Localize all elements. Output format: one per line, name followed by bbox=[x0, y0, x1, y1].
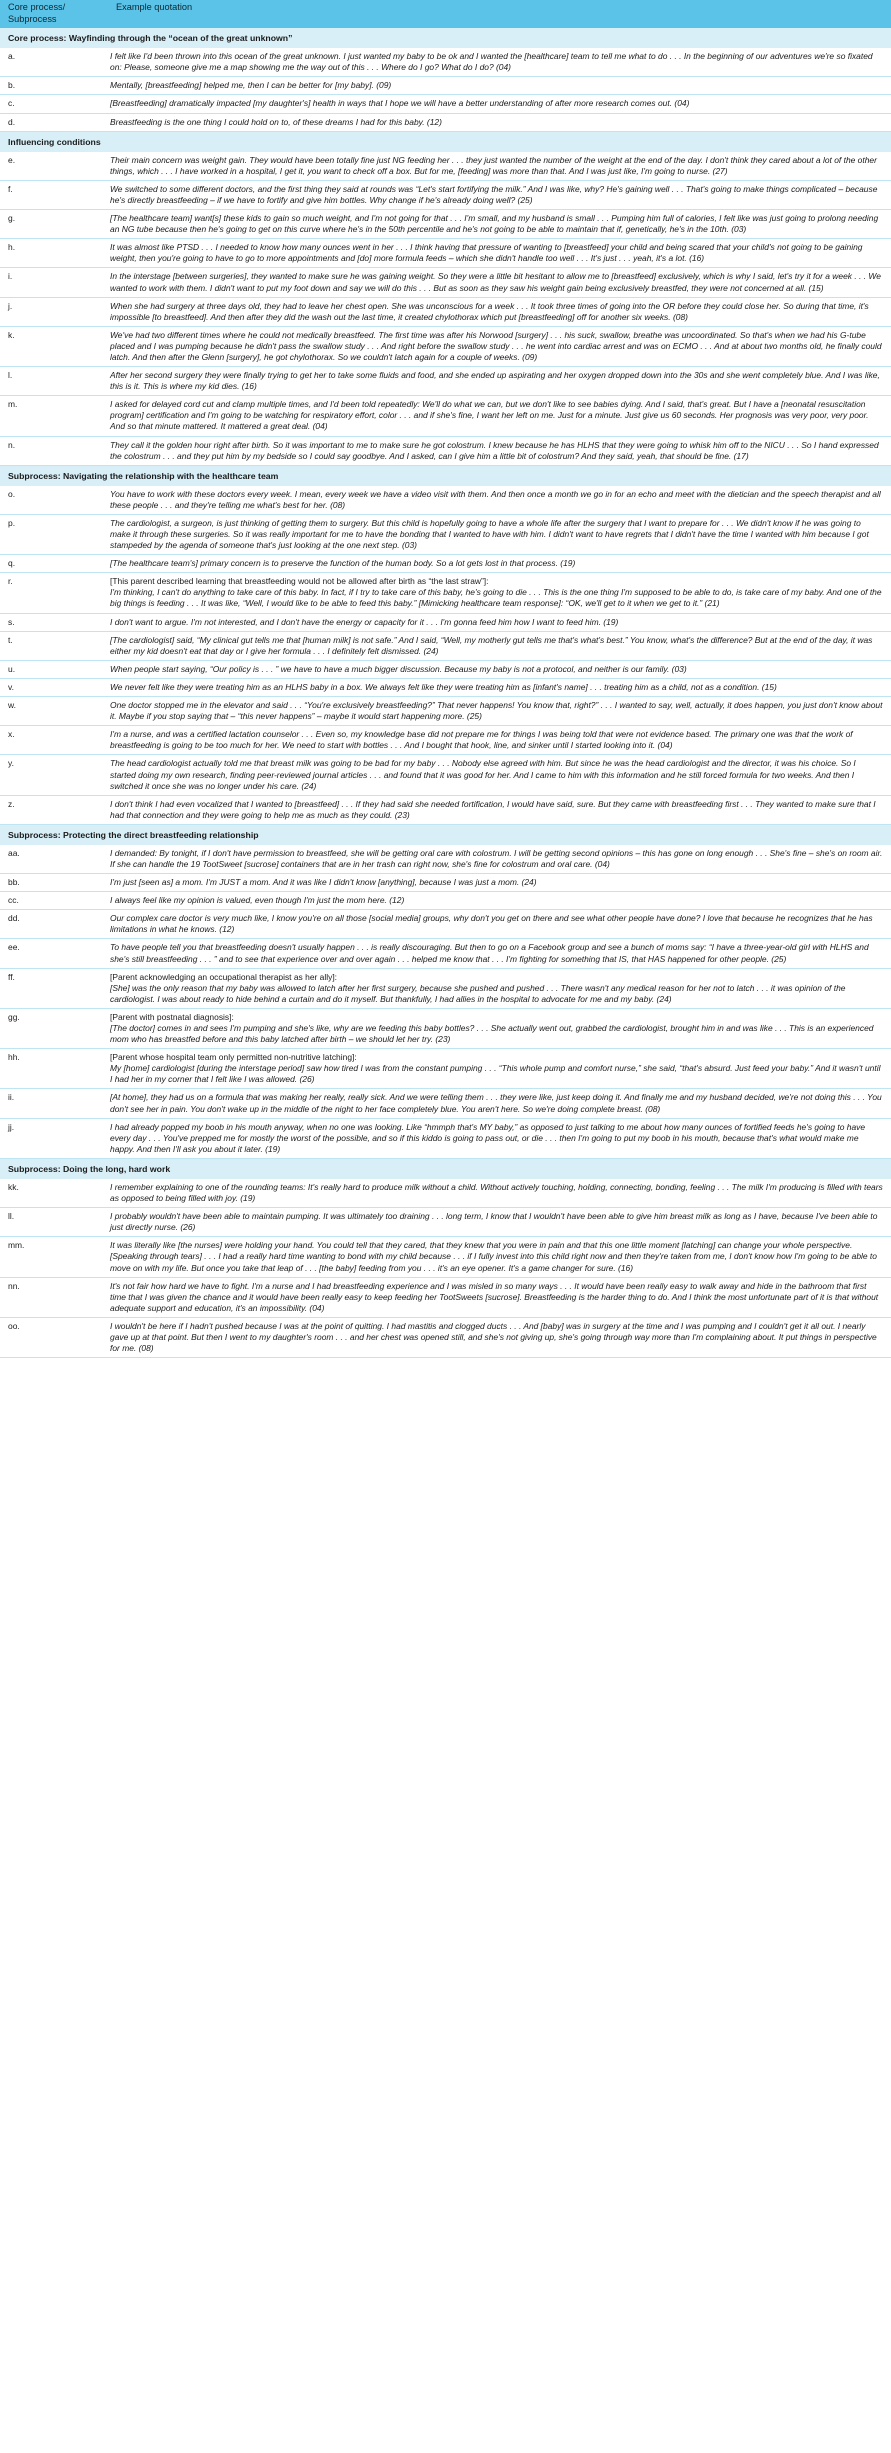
quotation-text: I felt like I'd been thrown into this ocean of the great unknown. I just wanted my baby to be ok and I wanted the [healthcare] team to tell me what to do . . . In the beginning of our adventures we're so fixated on: Please, someone give me a map showing me the way out of this . . . Where do I go? What do I do? (04) bbox=[110, 51, 873, 73]
row-quotation bbox=[108, 892, 891, 910]
row-label: k. bbox=[0, 326, 108, 366]
row-label: b. bbox=[0, 77, 108, 95]
row-label: aa. bbox=[0, 845, 108, 874]
table-row bbox=[0, 152, 891, 181]
row-quotation bbox=[108, 77, 891, 95]
row-quotation bbox=[108, 152, 891, 181]
row-label: c. bbox=[0, 95, 108, 113]
section-header-row bbox=[0, 824, 891, 845]
quotation-text: My [home] cardiologist [during the interstage period] saw how tired I was from the constant pumping . . . “This whole pump and comfort nurse,” she said, “that's absurd. Just feed your baby.” And it wasn't until I had her in my corner that I felt like I was allowed. (26) bbox=[110, 1063, 881, 1085]
quotation-text: I don't want to argue. I'm not interested, and I don't have the energy or capacity for it . . . I'm gonna feed him how I want to feed him. (19) bbox=[110, 616, 619, 627]
quotation-text: You have to work with these doctors every week. I mean, every week we have a video visit with them. And then once a month we go in for an echo and meet with the dietician and the speech therapist and all these people . . . and they're telling me what's best for her. (08) bbox=[110, 488, 881, 510]
row-label: w. bbox=[0, 697, 108, 726]
quotation-text: [She] was the only reason that my baby was allowed to latch after her first surgery, because she pushed and pushed . . . There wasn't any medical reason for her not to latch . . . it was opinion of the cardiologist. I was about ready to hide behind a curtain and do it myself. But thankfully, I had allies in the hospital to advocate for me and my baby. (24) bbox=[110, 982, 846, 1004]
quotation-text: I probably wouldn't have been able to maintain pumping. It was ultimately too draining . . . long term, I know that I wouldn't have been able to give him breast milk as long as I have, because I've been able to just directly nurse. (26) bbox=[110, 1211, 878, 1233]
section-title: Subprocess: Doing the long, hard work bbox=[0, 1158, 891, 1179]
row-label: kk. bbox=[0, 1179, 108, 1208]
quotation-text: To have people tell you that breastfeeding doesn't usually happen . . . is really discouraging. But then to go on a Facebook group and see a bunch of moms say: “I have a three-year-old girl with HLHS and she's still breastfeeding . . . ” and to see that experience over and over again . . . helped me know that . . . I'm fighting for something that IS, that HAS happened for other people. (25) bbox=[110, 942, 869, 964]
row-label: v. bbox=[0, 678, 108, 696]
row-quotation bbox=[108, 1049, 891, 1089]
quotation-text: One doctor stopped me in the elevator and said . . . “You're exclusively breastfeeding?” That never happens! You know that, right?” . . . I wanted to say, well, actually, it does happen, you just don't know about it. Maybe if you stop saying that – “this never happens” – maybe it would start happening more. (25) bbox=[110, 700, 883, 722]
row-quotation bbox=[108, 1237, 891, 1277]
quotation-text: We switched to some different doctors, and the first thing they said at rounds was “Let's start fortifying the milk.” And I was like, why? He's gaining well . . . That's going to make things complicated – because he's directly breastfeeding – if we have to fortify and give him bottles. Why change if he's already doing well? (25) bbox=[110, 183, 878, 205]
row-quotation bbox=[108, 486, 891, 515]
quotation-text: I'm thinking, I can't do anything to take care of this baby. In fact, if I try to take care of this baby, he's going to die . . . This is the one thing I'm supposed to be able to do, is take care of my baby. And one of the big things is feeding . . . It was like, “Well, I would like to be able to feed this baby.” [Mimicking healthcare team response]: “OK, we'll get to it when we get to it.” (21) bbox=[110, 587, 882, 609]
row-quotation bbox=[108, 367, 891, 396]
row-quotation bbox=[108, 1008, 891, 1048]
row-label: ll. bbox=[0, 1208, 108, 1237]
table-row bbox=[0, 396, 891, 436]
row-label: i. bbox=[0, 268, 108, 297]
row-label: gg. bbox=[0, 1008, 108, 1048]
table-row bbox=[0, 326, 891, 366]
row-label: f. bbox=[0, 180, 108, 209]
row-label: a. bbox=[0, 48, 108, 77]
table-row bbox=[0, 1277, 891, 1317]
row-quotation bbox=[108, 755, 891, 795]
quotation-text: I always feel like my opinion is valued, even though I'm just the mom here. (12) bbox=[110, 895, 405, 906]
table-row bbox=[0, 367, 891, 396]
row-quotation bbox=[108, 396, 891, 436]
section-header-row bbox=[0, 131, 891, 152]
row-quotation bbox=[108, 210, 891, 239]
quotation-text: [The healthcare team's] primary concern is to preserve the function of the human body. So a lot gets lost in that process. (19) bbox=[110, 558, 576, 569]
row-label: x. bbox=[0, 726, 108, 755]
quotation-text: I don't think I had even vocalized that I wanted to [breastfeed] . . . If they had said she needed fortification, I would have said, sure. But they came with breastfeeding first . . . They wanted to make sure that I had that connection and they were going to help me as much as they could. (23) bbox=[110, 798, 876, 820]
quotation-text: After her second surgery they were finally trying to get her to take some fluids and food, and she ended up aspirating and her oxygen dropped down into the 30s and she went completely blue. And I was like, this is it. This is where my kid dies. (16) bbox=[110, 370, 880, 392]
row-label: oo. bbox=[0, 1317, 108, 1357]
table-row bbox=[0, 1237, 891, 1277]
row-label: m. bbox=[0, 396, 108, 436]
row-label: r. bbox=[0, 573, 108, 613]
row-quotation bbox=[108, 1089, 891, 1118]
table-row bbox=[0, 1118, 891, 1158]
row-quotation bbox=[108, 1208, 891, 1237]
row-label: h. bbox=[0, 239, 108, 268]
table-row bbox=[0, 180, 891, 209]
section-title: Core process: Wayfinding through the “ocean of the great unknown” bbox=[0, 28, 891, 48]
table-row bbox=[0, 631, 891, 660]
table-body bbox=[0, 28, 891, 1357]
row-label: bb. bbox=[0, 874, 108, 892]
table-row bbox=[0, 113, 891, 131]
quotation-text: The cardiologist, a surgeon, is just thinking of getting them to surgery. But this child is hopefully going to have a whole life after the surgery that I want to prepare for . . . We didn't know if he was going to make it through these surgeries. So it was really important for me to have the bonding that I wanted to have with him. I didn't want to have regrets that I didn't have the time I wanted with him because I got stampeded by the agenda of someone that's just looking at the one next step. (03) bbox=[110, 517, 869, 551]
row-quotation bbox=[108, 631, 891, 660]
row-quotation bbox=[108, 697, 891, 726]
row-quotation bbox=[108, 678, 891, 696]
row-quotation bbox=[108, 613, 891, 631]
table-row bbox=[0, 268, 891, 297]
row-quotation bbox=[108, 514, 891, 554]
table-row bbox=[0, 697, 891, 726]
row-quotation bbox=[108, 113, 891, 131]
table-row bbox=[0, 678, 891, 696]
row-quotation bbox=[108, 555, 891, 573]
row-label: j. bbox=[0, 297, 108, 326]
row-quotation bbox=[108, 95, 891, 113]
row-label: u. bbox=[0, 660, 108, 678]
row-quotation bbox=[108, 573, 891, 613]
quotation-text: When people start saying, “Our policy is . . . ” we have to have a much bigger discussion. Because my baby is not a protocol, and neither is our family. (03) bbox=[110, 663, 687, 674]
quotation-text: It was almost like PTSD . . . I needed to know how many ounces went in her . . . I think having that pressure of wanting to [breastfeed] your child and being scared that your child's not going to be gaining weight, then you're going to have to go to more appointments and [do] more formula feeds – which she didn't handle too well . . . It's just . . . yeah, it's a lot. (16) bbox=[110, 242, 863, 264]
quotation-text: I asked for delayed cord cut and clamp multiple times, and I'd been told repeatedly: We'll do what we can, but we don't like to see babies dying. And I said, that's great. But I have a [neonatal resuscitation program] certification and I'm going to be watching for respiratory effort, color . . . and if she's fine, I want her left on me. Just for a minute. Just give us 60 seconds. Her prognosis was very poor, very poor. And so that minute mattered. It mattered a great deal. (04) bbox=[110, 399, 869, 432]
table-row bbox=[0, 239, 891, 268]
section-header-row bbox=[0, 1158, 891, 1179]
section-title: Influencing conditions bbox=[0, 131, 891, 152]
table-row bbox=[0, 892, 891, 910]
row-quotation bbox=[108, 1179, 891, 1208]
quotation-context-note: [Parent acknowledging an occupational therapist as her ally]: bbox=[110, 971, 338, 982]
quotation-text: We never felt like they were treating him as an HLHS baby in a box. We always felt like they were treating him as [infant's name] . . . treating him as a child, not as a condition. (15) bbox=[110, 681, 777, 692]
quotation-text: Our complex care doctor is very much like, I know you're on all those [social media] groups, why don't you get on there and see what other people have done? I love that because he recognizes that he has limitations in what he knows. (12) bbox=[110, 913, 873, 935]
row-quotation bbox=[108, 436, 891, 465]
row-label: e. bbox=[0, 152, 108, 181]
row-quotation bbox=[108, 326, 891, 366]
row-label: n. bbox=[0, 436, 108, 465]
table-row bbox=[0, 939, 891, 968]
table-row bbox=[0, 726, 891, 755]
row-label: s. bbox=[0, 613, 108, 631]
row-quotation bbox=[108, 660, 891, 678]
quotation-text: They call it the golden hour right after birth. So it was important to me to make sure he got colostrum. I knew because he has HLHS that they were going to whisk him off to the NICU . . . So I hand expressed the colostrum . . . and they put him by my bedside so I could say goodbye. And I asked, can I give him a little bit of colostrum? And they said, yeah, that should be fine. (17) bbox=[110, 439, 879, 461]
table-row bbox=[0, 613, 891, 631]
table-row bbox=[0, 874, 891, 892]
row-label: cc. bbox=[0, 892, 108, 910]
table-row bbox=[0, 910, 891, 939]
table-row bbox=[0, 48, 891, 77]
table-row bbox=[0, 1208, 891, 1237]
table-row bbox=[0, 95, 891, 113]
quotation-text: I wouldn't be here if I hadn't pushed because I was at the point of quitting. I had mastitis and clogged ducts . . . And [baby] was in surgery at the time and I was pumping and I couldn't get it all out. I nearly gave up at that point. But then I went to my daughter's room . . . and her chest was opened still, and she's not giving up, she's going through way more than I'm complaining about. It put things in perspective for me. (08) bbox=[110, 1320, 877, 1354]
quotation-text: [The healthcare team] want[s] these kids to gain so much weight, and I'm not going for that . . . I'm small, and my husband is small . . . Pumping him full of calories, I felt like was just going to prolong needing an NG tube because then he's going to get on this curve where he's in the 50th percentile and he's not going to be able to maintain that if, genetically, he's in the 10th. (03) bbox=[110, 213, 879, 235]
row-quotation bbox=[108, 239, 891, 268]
table-row bbox=[0, 1049, 891, 1089]
table-row bbox=[0, 660, 891, 678]
table-row bbox=[0, 968, 891, 1008]
row-quotation bbox=[108, 874, 891, 892]
row-quotation bbox=[108, 795, 891, 824]
row-quotation bbox=[108, 726, 891, 755]
quotation-text: [Breastfeeding] dramatically impacted [my daughter's] health in ways that I hope we will have a better understanding of after more research comes out. (04) bbox=[110, 98, 690, 109]
row-label: ee. bbox=[0, 939, 108, 968]
section-title: Subprocess: Navigating the relationship with the healthcare team bbox=[0, 465, 891, 486]
row-label: mm. bbox=[0, 1237, 108, 1277]
row-quotation bbox=[108, 939, 891, 968]
row-quotation bbox=[108, 968, 891, 1008]
table-row bbox=[0, 210, 891, 239]
row-quotation bbox=[108, 910, 891, 939]
row-label: d. bbox=[0, 113, 108, 131]
quotation-text: In the interstage [between surgeries], they wanted to make sure he was gaining weight. So they were a little bit hesitant to allow me to [breastfeed] exclusively, which is why I said, let's try it for a week . . . We wanted to work with them. I didn't want to put my foot down and say we will do this . . . But as soon as they saw his weight gain being exclusively breastfed, they were not concerned at all. (15) bbox=[110, 271, 881, 293]
row-quotation bbox=[108, 48, 891, 77]
row-label: z. bbox=[0, 795, 108, 824]
quotation-text: [The cardiologist] said, “My clinical gut tells me that [human milk] is not safe.” And I said, “Well, my motherly gut tells me that's what's best.” You know, what's the difference? But at the end of the day, it was either my kid doesn't eat that day or I give her formula . . . I definitely felt dismissed. (24) bbox=[110, 634, 873, 656]
table-row bbox=[0, 1317, 891, 1357]
table-row bbox=[0, 1179, 891, 1208]
row-label: t. bbox=[0, 631, 108, 660]
table-row bbox=[0, 795, 891, 824]
header-example-quotation: Example quotation bbox=[108, 0, 891, 28]
row-label: o. bbox=[0, 486, 108, 515]
row-label: y. bbox=[0, 755, 108, 795]
table-row bbox=[0, 436, 891, 465]
section-title: Subprocess: Protecting the direct breastfeeding relationship bbox=[0, 824, 891, 845]
table-row bbox=[0, 514, 891, 554]
row-quotation bbox=[108, 268, 891, 297]
quotation-context-note: [Parent with postnatal diagnosis]: bbox=[110, 1011, 234, 1022]
row-quotation bbox=[108, 1317, 891, 1357]
row-label: ff. bbox=[0, 968, 108, 1008]
quotation-context-note: [This parent described learning that breastfeeding would not be allowed after birth as “the last straw”]: bbox=[110, 576, 489, 587]
table-row bbox=[0, 845, 891, 874]
row-quotation bbox=[108, 845, 891, 874]
row-label: hh. bbox=[0, 1049, 108, 1089]
quotation-text: It's not fair how hard we have to fight. I'm a nurse and I had breastfeeding experience and I was misled in so many ways . . . It would have been really easy to walk away and hide in the bathroom that first time that I was given the chance and it would have been really easy to keep feeding her TootSweets [sucrose]. Breastfeeding is the harder thing to do. And I think the most unfortunate part of it is that without adequate support and education, it's an impossibility. (04) bbox=[110, 1280, 879, 1313]
quotation-text: [The doctor] comes in and sees I'm pumping and she's like, why are we feeding this baby bottles? . . . She actually went out, grabbed the cardiologist, brought him in and was like . . . This is an experienced mom who has breastfed before and this baby latched after birth – we should let her try. (23) bbox=[110, 1023, 874, 1045]
table-row bbox=[0, 297, 891, 326]
quotation-text: Mentally, [breastfeeding] helped me, then I can be better for [my baby]. (09) bbox=[110, 80, 392, 91]
header-core-process: Core process/ Subprocess bbox=[0, 0, 108, 28]
quotation-context-note: [Parent whose hospital team only permitted non-nutritive latching]: bbox=[110, 1052, 357, 1063]
table-header-row bbox=[0, 0, 891, 28]
row-quotation bbox=[108, 297, 891, 326]
quotation-text: I'm a nurse, and was a certified lactation counselor . . . Even so, my knowledge base did not prepare me for things I was being told that were not evidence based. The primary one was that the work of breastfeeding is going to be too much for her. We need to start with bottles . . . And I bought that hook, line, and sinker until I started looking into it. (04) bbox=[110, 729, 853, 751]
table-row bbox=[0, 755, 891, 795]
quotation-text: We've had two different times where he could not medically breastfeed. The first time was after his Norwood [surgery] . . . his suck, swallow, breathe was uncoordinated. So that's when we had his G-tube placed and I was pumping because he didn't pass the swallow study . . . And right before the swallow study . . . he went into cardiac arrest and was on ECMO . . . And at about two months old, he finally could latch. And then after the Glenn [surgery], he got chylothorax. So we couldn't latch again for a couple of weeks. (09) bbox=[110, 329, 882, 362]
row-label: q. bbox=[0, 555, 108, 573]
row-quotation bbox=[108, 1277, 891, 1317]
quotation-text: When she had surgery at three days old, they had to leave her chest open. She was unconscious for a week . . . It took three times of going into the OR before they could close her. So during that time, it's impossible [to breastfeed]. And then after they did the wash out the last time, it created chylothorax which put [breastfeeding] off for another six weeks. (08) bbox=[110, 300, 869, 322]
row-quotation bbox=[108, 180, 891, 209]
quotation-text: The head cardiologist actually told me that breast milk was going to be bad for my baby . . . Nobody else agreed with him. But since he was the head cardiologist and the director, it was his choice. So I started doing my own research, finding peer-reviewed journal articles . . . and found that it was good for her. And I came to him with this information and he still forced formula for two weeks. And then I switched it once she was no longer under his care. (24) bbox=[110, 758, 856, 791]
row-quotation bbox=[108, 1118, 891, 1158]
row-label: dd. bbox=[0, 910, 108, 939]
table-row bbox=[0, 555, 891, 573]
quotation-text: [At home], they had us on a formula that was making her really, really sick. And we were telling them . . . they were like, just keep doing it. And finally me and my husband decided, we're not doing this . . . You don't see her in pain. You don't wake up in the middle of the night to her face completely blue. You aren't here. So we're doing complete breast. (08) bbox=[110, 1092, 882, 1114]
table-row bbox=[0, 573, 891, 613]
table-row bbox=[0, 1089, 891, 1118]
row-label: ii. bbox=[0, 1089, 108, 1118]
quotation-text: It was literally like [the nurses] were holding your hand. You could tell that they cared, that they knew that you were in pain and that this one little moment [latching] can change your whole perspective. [Speaking through tears] . . . I had a really hard time wanting to bond with my child because . . . if I fully invest into this child right now and then they're taken from me, I don't know how I'm going to be able to move on with my life. But once you take that leap of . . . [the baby] feeding from you . . . it's an eye opener. It's a game changer for sure. (16) bbox=[110, 1240, 877, 1273]
quotation-text: I'm just [seen as] a mom. I'm JUST a mom. And it was like I didn't know [anything], because I was just a mom. (24) bbox=[110, 877, 537, 888]
row-label: l. bbox=[0, 367, 108, 396]
quotation-text: Breastfeeding is the one thing I could hold on to, of these dreams I had for this baby. (12) bbox=[110, 116, 442, 127]
section-header-row bbox=[0, 465, 891, 486]
row-label: p. bbox=[0, 514, 108, 554]
quotation-text: I demanded: By tonight, if I don't have permission to breastfeed, she will be getting oral care with colostrum. I will be getting second opinions – this has gone on long enough . . . She's fine – she's on room air. If she can handle the 19 TootSweet [sucrose] containers that are in her trash can right now, she's fine for colostrum and oral care. (04) bbox=[110, 847, 883, 869]
row-label: g. bbox=[0, 210, 108, 239]
row-label: nn. bbox=[0, 1277, 108, 1317]
quotation-text: I had already popped my boob in his mouth anyway, when no one was looking. Like “hmmph that's MY baby,” as opposed to just talking to me about how many ounces of fortified feeds he's going to have every day . . . You've prepped me for mostly the worst of the possible, and so if this kiddo is going to pass out, or die . . . then I'm going to put my boob in his mouth, because that's what would make me happy. And then I'll ask you about it later. (19) bbox=[110, 1121, 866, 1154]
table-row bbox=[0, 1008, 891, 1048]
section-header-row bbox=[0, 28, 891, 48]
quotation-text: I remember explaining to one of the rounding teams: It's really hard to produce milk without a child. Without actively touching, holding, connecting, bonding, feeling . . . The milk I'm producing is filled with tears as opposed to being filled with joy. (19) bbox=[110, 1181, 883, 1204]
table-row bbox=[0, 486, 891, 515]
row-label: jj. bbox=[0, 1118, 108, 1158]
table-row bbox=[0, 77, 891, 95]
quotation-text: Their main concern was weight gain. They would have been totally fine just NG feeding her . . . they just wanted the number of the weight at the end of the day. I don't think they cared about a lot of the other things, which . . . I have worked in a hospital, I get it, you want to check off a box. But for me, [feeding] was more than that. And I was just like, I'm going to nurse. (27) bbox=[110, 154, 877, 176]
